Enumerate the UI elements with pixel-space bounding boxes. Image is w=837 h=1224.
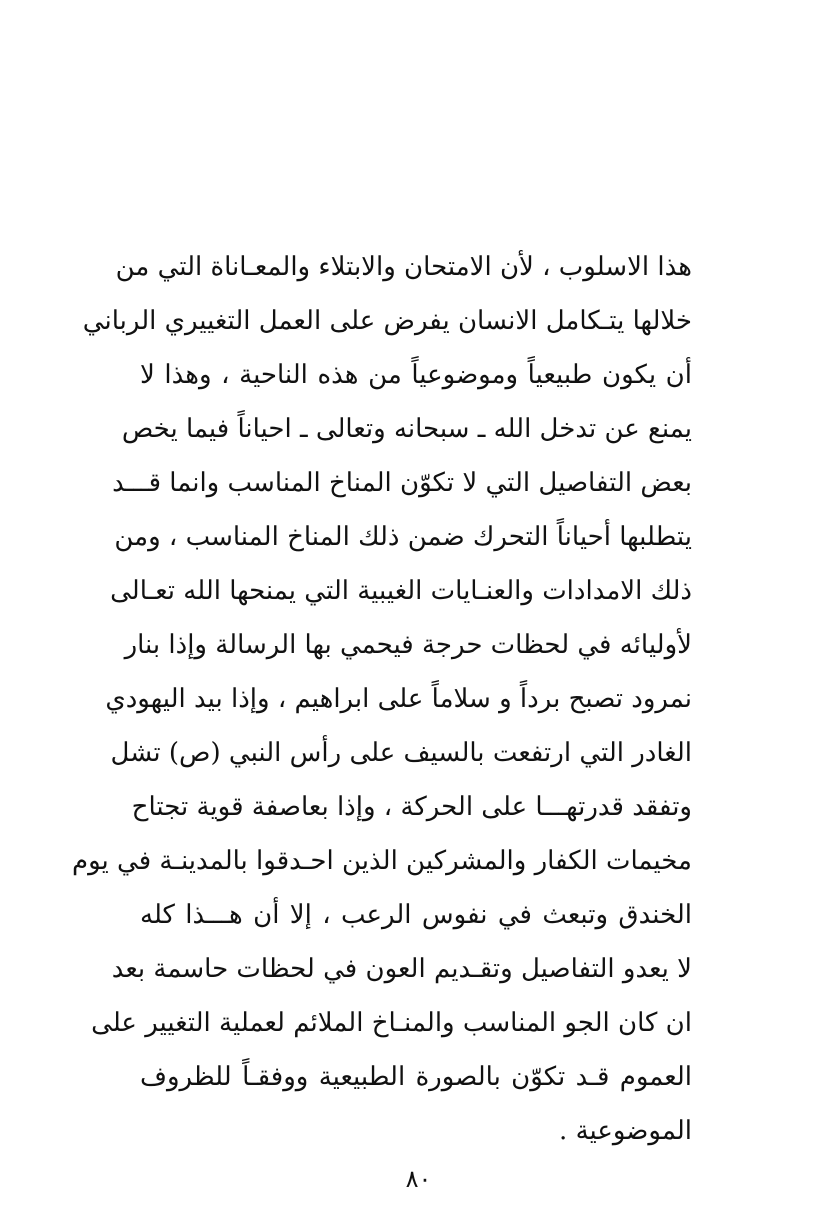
page-number: ٨٠ bbox=[405, 1165, 432, 1193]
text-line: أن يكون طبيعياً وموضوعياً من هذه الناحية ، وهذا لا bbox=[140, 360, 692, 390]
text-line: الخندق وتبعث في نفوس الرعب ، إلا أن هـــذا كله bbox=[140, 900, 692, 930]
body-text bbox=[72, 240, 692, 1158]
text-line: وتفقد قدرتهـــا على الحركة ، وإذا بعاصفة قوية تجتاح bbox=[131, 792, 692, 822]
text-line-last: الموضوعية . bbox=[559, 1116, 692, 1146]
text-line: العموم قـد تكوّن بالصورة الطبيعية ووفقـاً للظروف bbox=[140, 1062, 692, 1092]
text-line: ذلك الامدادات والعنـايات الغيبية التي يمنحها الله تعـالى bbox=[110, 576, 692, 606]
text-line: يتطلبها أحياناً التحرك ضمن ذلك المناخ المناسب ، ومن bbox=[114, 522, 692, 552]
text-line: مخيمات الكفار والمشركين الذين احـدقوا بالمدينـة في يوم bbox=[72, 846, 692, 876]
text-line: نمرود تصبح برداً و سلاماً على ابراهيم ، وإذا بيد اليهودي bbox=[105, 684, 692, 714]
text-line: لا يعدو التفاصيل وتقـديم العون في لحظات حاسمة بعد bbox=[111, 954, 692, 984]
text-line: هذا الاسلوب ، لأن الامتحان والابتلاء والمعـاناة التي من bbox=[115, 252, 692, 282]
text-line: بعض التفاصيل التي لا تكوّن المناخ المناسب وانما قـــد bbox=[112, 468, 692, 498]
text-line: لأوليائه في لحظات حرجة فيحمي بها الرسالة وإذا بنار bbox=[124, 630, 692, 660]
text-line: خلالها يتـكامل الانسان يفرض على العمل التغييري الرباني bbox=[82, 306, 692, 336]
text-line: يمنع عن تدخل الله ـ سبحانه وتعالى ـ احياناً فيما يخص bbox=[121, 414, 692, 444]
text-line: ان كان الجو المناسب والمنـاخ الملائم لعملية التغيير على bbox=[91, 1008, 692, 1038]
text-line: الغادر التي ارتفعت بالسيف على رأس النبي (ص) تشل bbox=[110, 738, 692, 768]
